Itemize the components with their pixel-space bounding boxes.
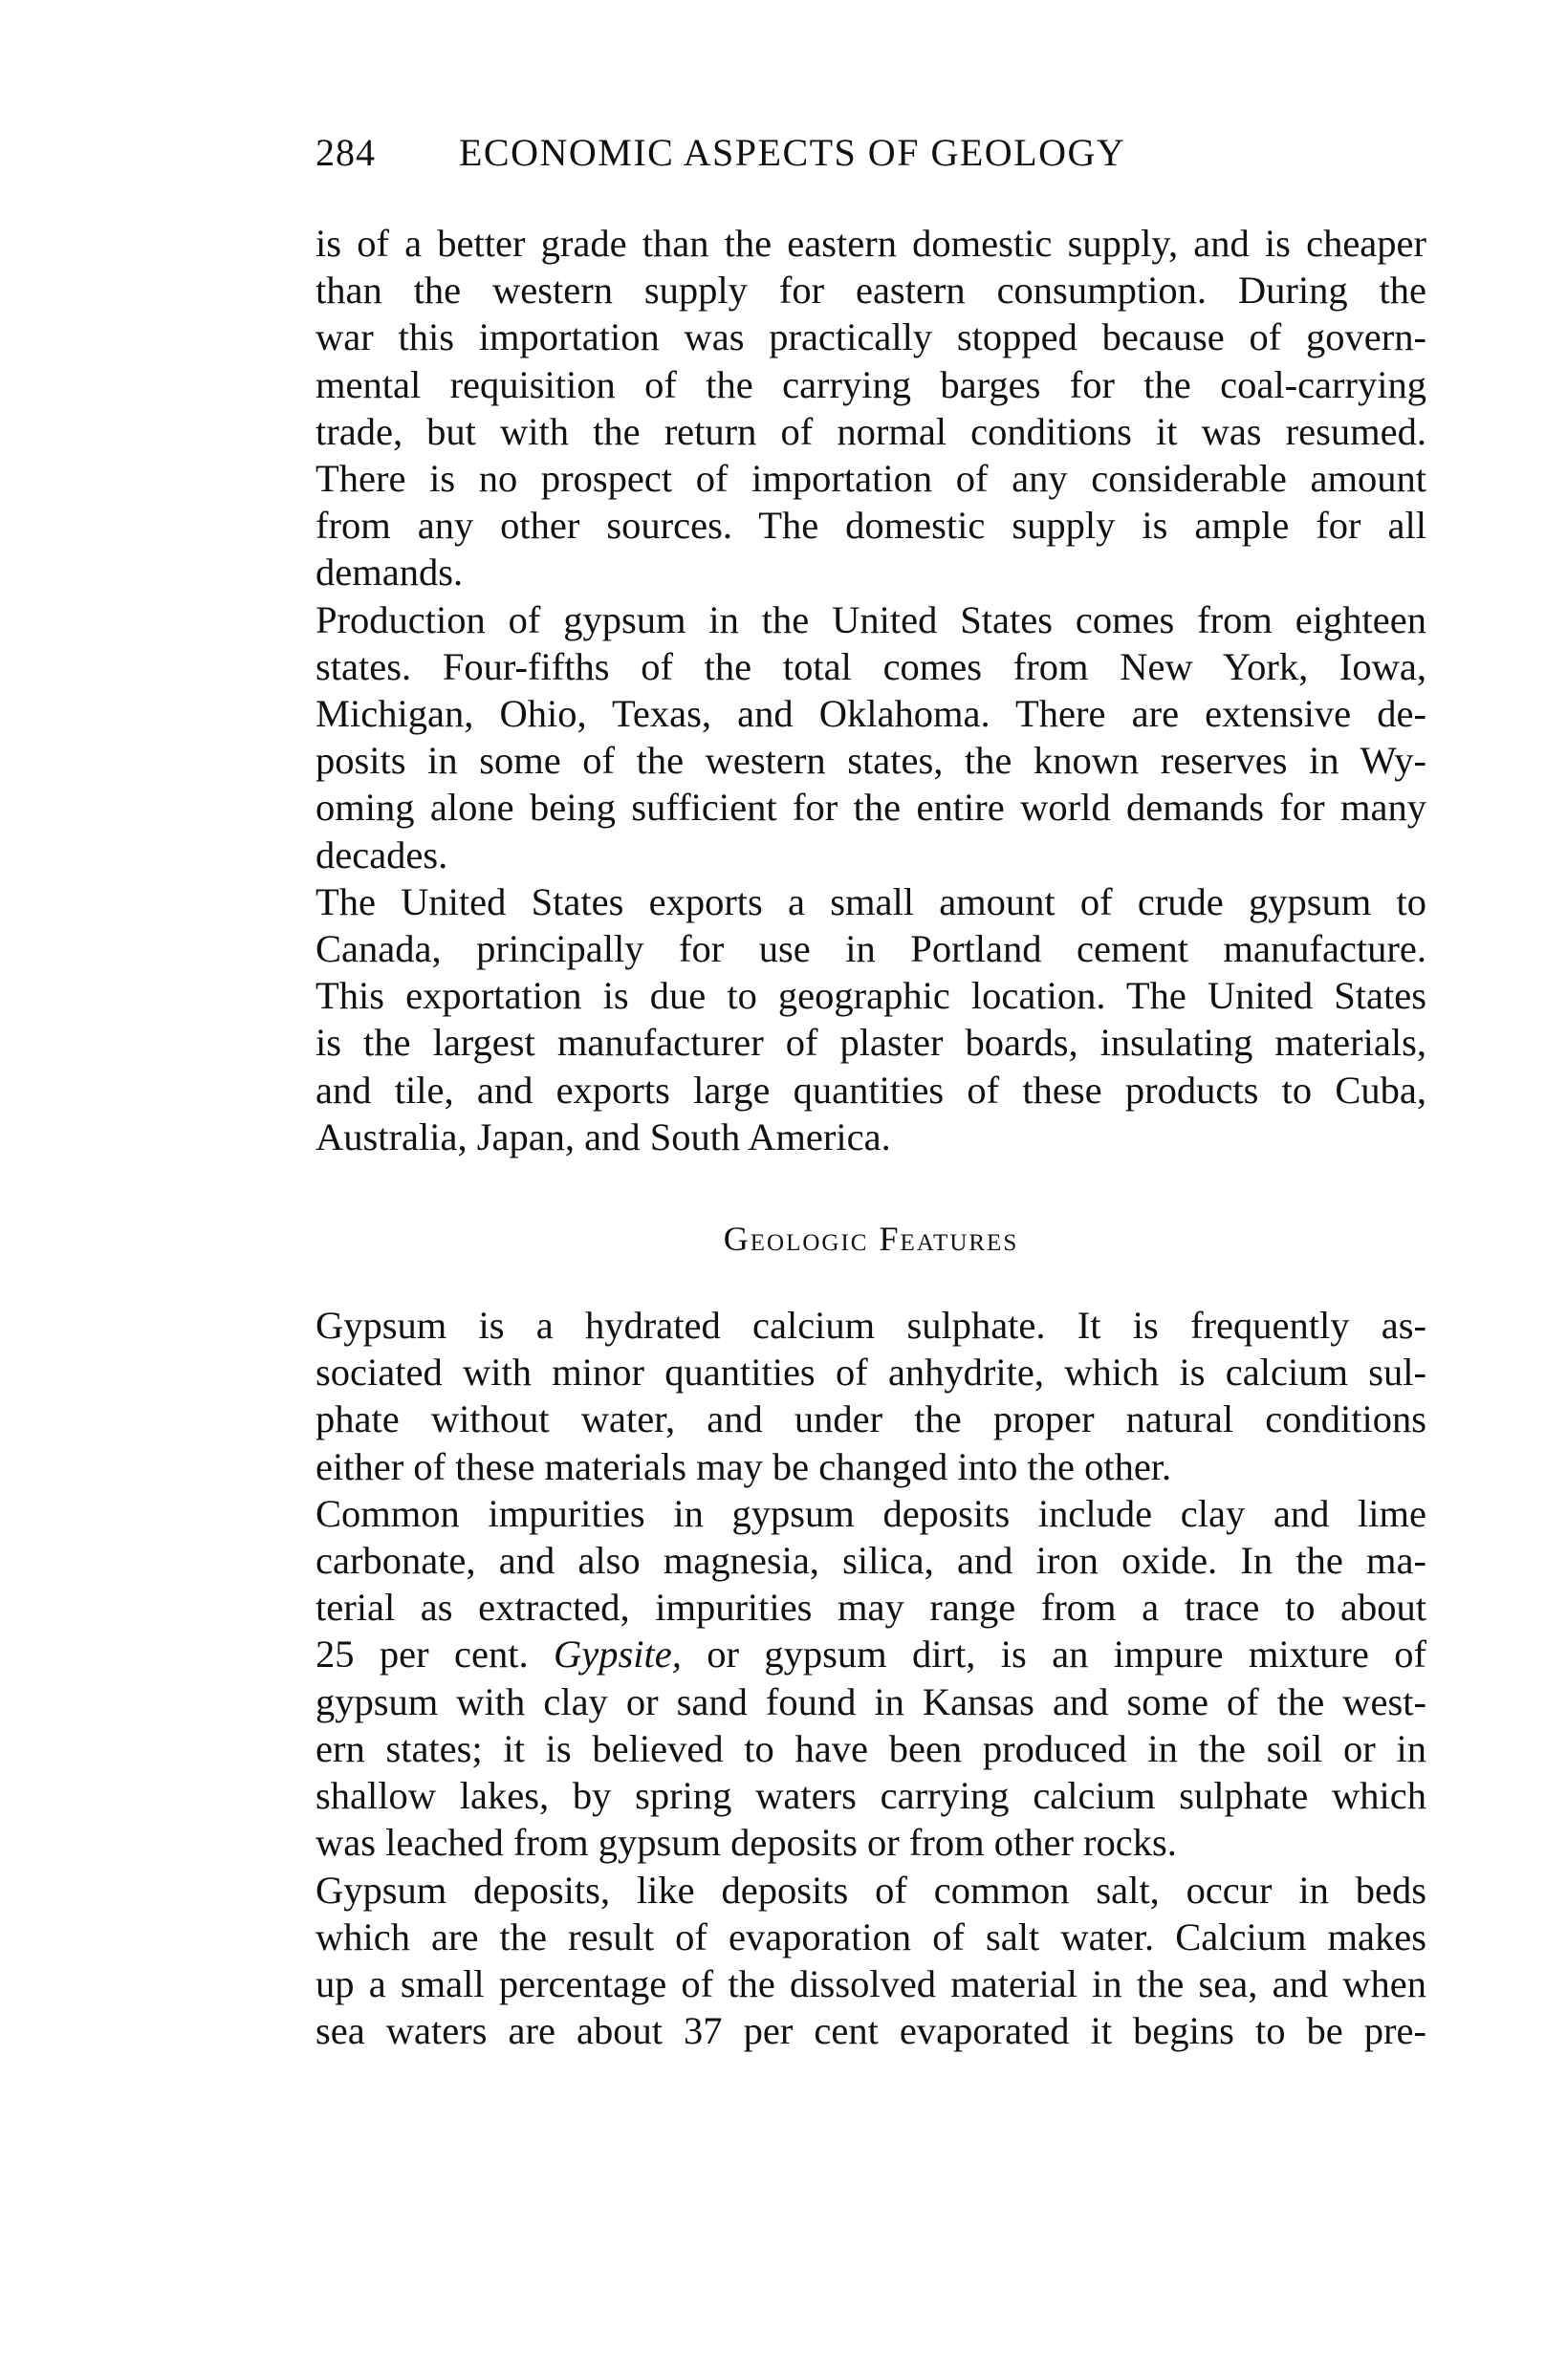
text-line: posits in some of the western states, the known reserves in Wy-	[316, 739, 1426, 783]
text-line: war this importation was practically stopped because of govern-	[316, 315, 1426, 359]
text-line: Australia, Japan, and South America.	[316, 1114, 891, 1158]
text-line: from any other sources. The domestic supply is ample for all	[316, 504, 1426, 548]
section-heading: Geologic Features	[723, 1220, 1019, 1259]
text-line: There is no prospect of importation of any considerable amount	[316, 457, 1426, 501]
text-line: terial as extracted, impurities may range from a trace to about	[316, 1586, 1426, 1630]
text-line: demands.	[316, 551, 464, 595]
text-line: Gypsum deposits, like deposits of common salt, occur in beds	[316, 1868, 1426, 1912]
text-line: ern states; it is believed to have been produced in the soil or in	[316, 1726, 1426, 1770]
text-line: Common impurities in gypsum deposits include clay and lime	[316, 1491, 1426, 1535]
text-line: Michigan, Ohio, Texas, and Oklahoma. There are extensive de-	[316, 692, 1426, 736]
text-line: up a small percentage of the dissolved material in the sea, and when	[316, 1961, 1426, 2005]
text-line: The United States exports a small amount of crude gypsum to	[316, 879, 1426, 923]
text-line: is the largest manufacturer of plaster boards, insulating materials,	[316, 1021, 1426, 1065]
paragraph	[316, 878, 1426, 1160]
paragraph	[316, 1867, 1426, 2055]
text-line: sociated with minor quantities of anhydrite, which is calcium sul-	[316, 1351, 1426, 1395]
text-line: either of these materials may be changed into the other.	[316, 1444, 1172, 1488]
paragraph	[316, 220, 1426, 596]
text-line: than the western supply for eastern consumption. During the	[316, 269, 1426, 313]
text-fragment: or gypsum dirt, is an impure mixture of	[681, 1633, 1427, 1677]
running-title: ECONOMIC ASPECTS OF GEOLOGY	[459, 131, 1126, 174]
page-body	[316, 220, 1426, 2054]
paragraph	[316, 596, 1426, 878]
text-line: This exportation is due to geographic location. The United States	[316, 974, 1426, 1018]
italic-term: Gypsite,	[553, 1633, 682, 1677]
text-line: Production of gypsum in the United States comes from eighteen	[316, 597, 1426, 641]
text-line: carbonate, and also magnesia, silica, and iron oxide. In the ma-	[316, 1539, 1426, 1583]
text-line: which are the result of evaporation of salt water. Calcium makes	[316, 1915, 1426, 1958]
text-line: Canada, principally for use in Portland cement manufacture.	[316, 927, 1426, 971]
running-header	[316, 130, 1425, 178]
text-line: Gypsum is a hydrated calcium sulphate. It is frequently as-	[316, 1304, 1426, 1348]
text-line: is of a better grade than the eastern domestic supply, and is cheaper	[316, 222, 1426, 265]
paragraph	[316, 1302, 1426, 1490]
text-line: shallow lakes, by spring waters carrying calcium sulphate which	[316, 1774, 1426, 1818]
text-line: trade, but with the return of normal conditions it was resumed.	[316, 409, 1426, 453]
text-line: decades.	[316, 833, 448, 876]
page-number: 284	[316, 131, 376, 174]
text-line-with-italic	[316, 1631, 1426, 1677]
text-line: states. Four-fifths of the total comes from New York, Iowa,	[316, 644, 1426, 688]
text-line: and tile, and exports large quantities of these products to Cuba,	[316, 1068, 1426, 1112]
text-fragment: 25 per cent.	[316, 1633, 554, 1677]
text-line: was leached from gypsum deposits or from other rocks.	[316, 1821, 1177, 1865]
text-line: oming alone being sufficient for the entire world demands for many	[316, 786, 1426, 830]
text-line: mental requisition of the carrying barges for the coal-carrying	[316, 362, 1426, 406]
text-line: gypsum with clay or sand found in Kansas and some of the west-	[316, 1679, 1426, 1723]
text-line: sea waters are about 37 per cent evaporated it begins to be pre-	[316, 2009, 1426, 2053]
text-line: phate without water, and under the proper natural conditions	[316, 1397, 1426, 1441]
paragraph	[316, 1490, 1426, 1867]
